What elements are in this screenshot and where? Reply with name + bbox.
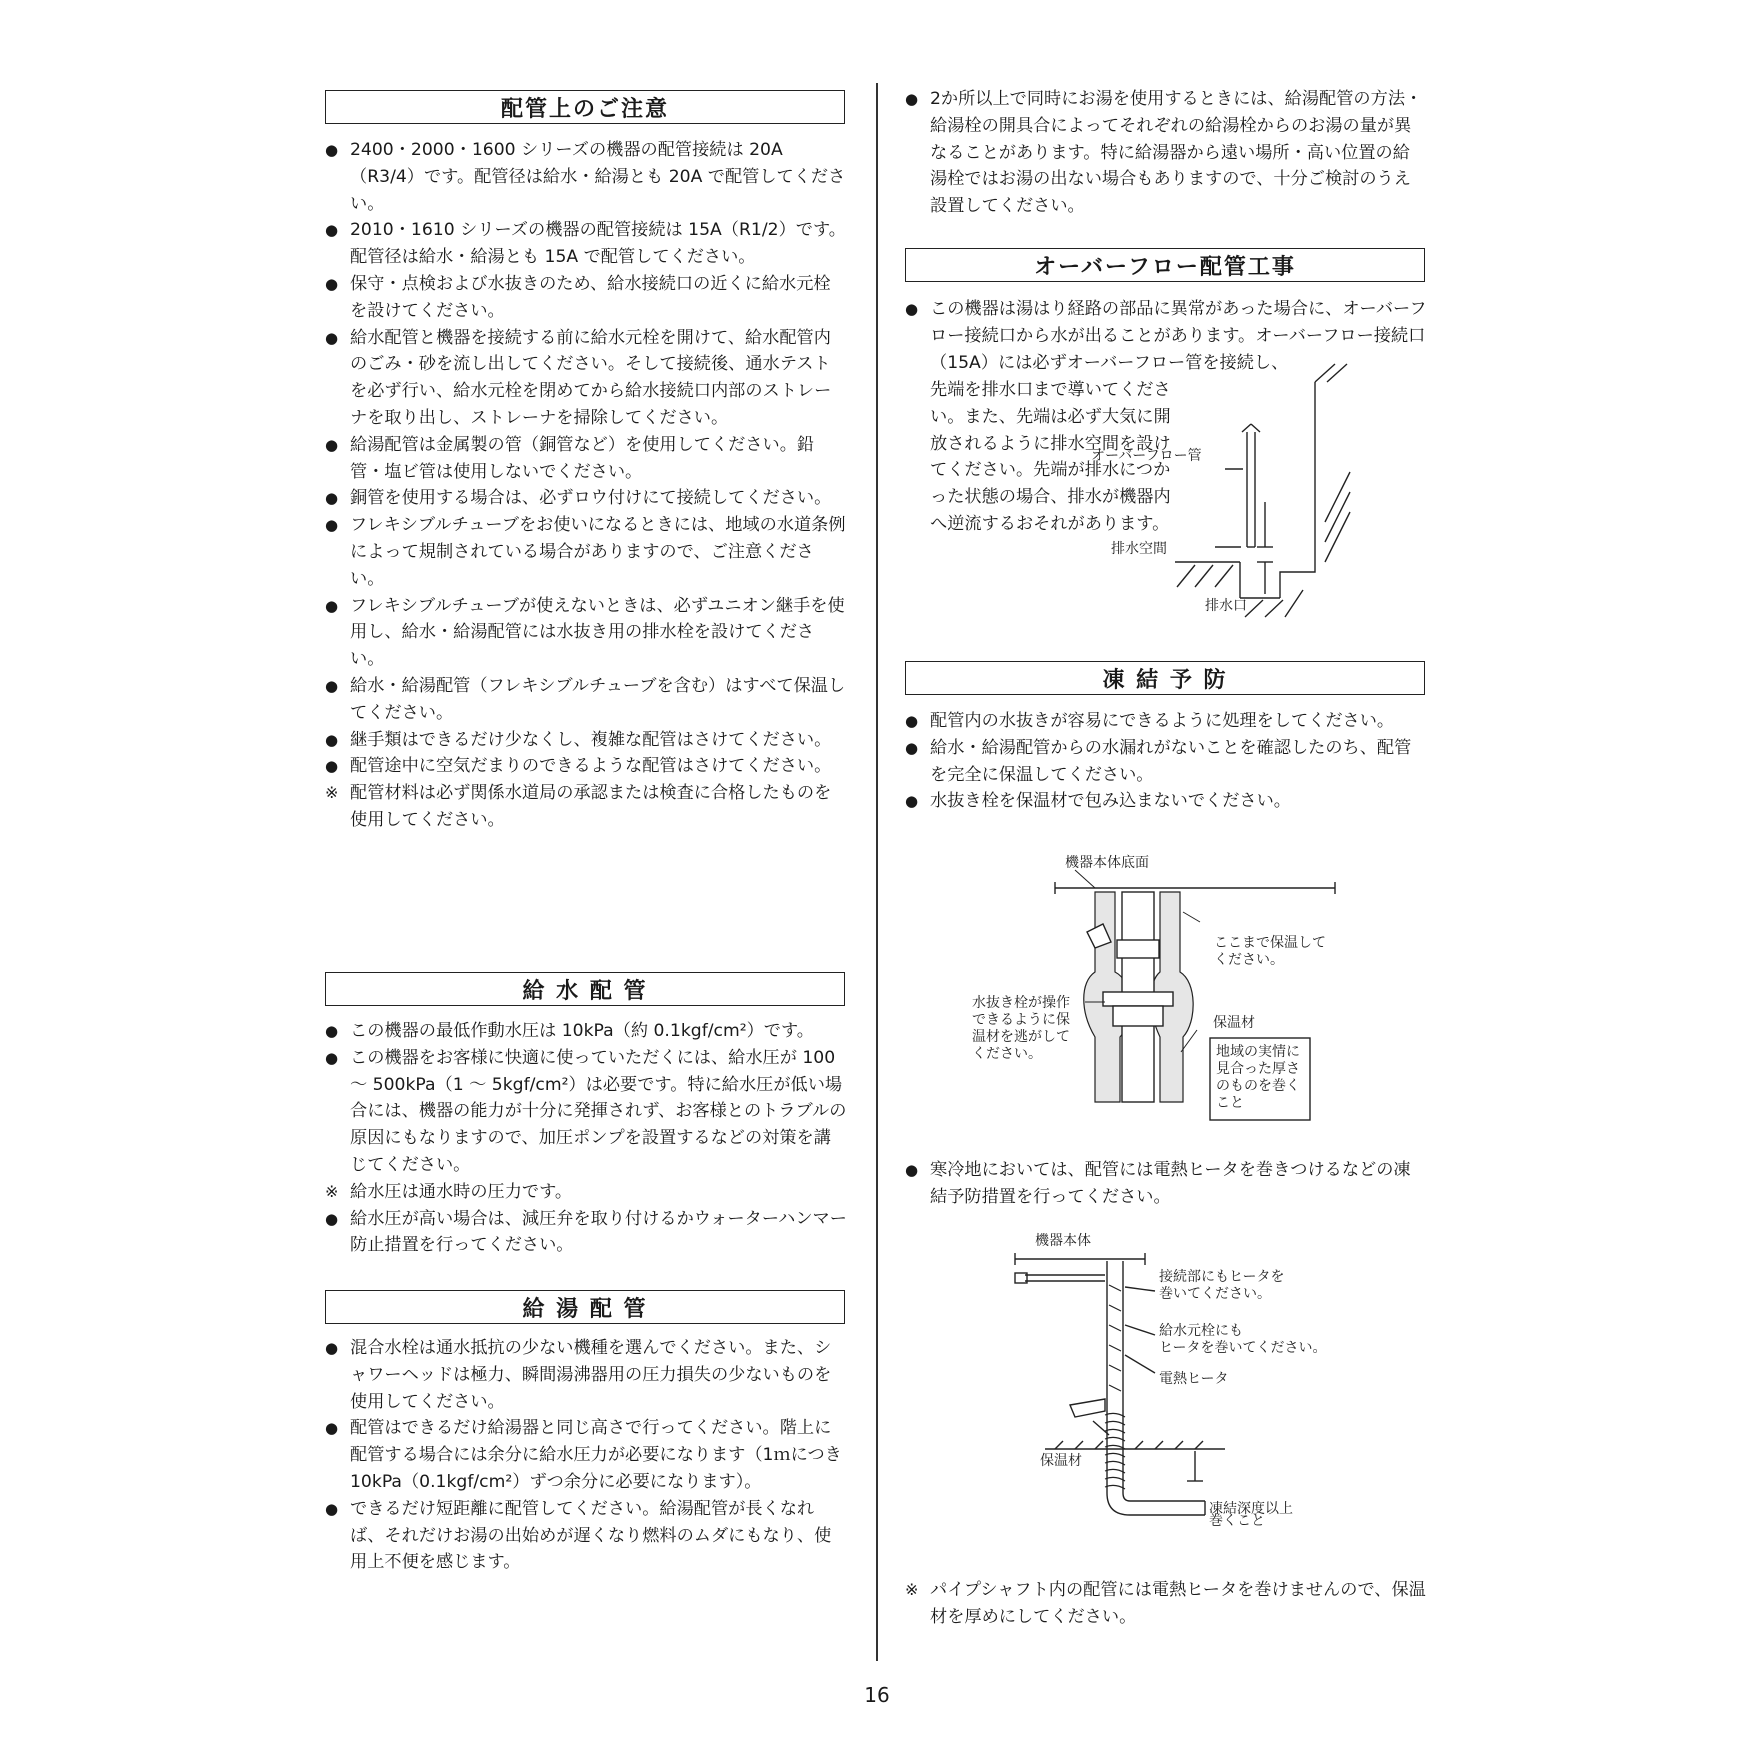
list-item: ● 保守・点検および水抜きのため、給水接続口の近くに給水元栓を設けてください。 [325, 271, 847, 325]
label-thickness-4: こと [1216, 1095, 1244, 1111]
section-title-overflow: オーバーフロー配管工事 [905, 248, 1425, 282]
label-insulate-up-to-1: ここまで保温して [1214, 935, 1326, 951]
label-frost-depth-2: 巻くこと [1209, 1513, 1265, 1529]
label-valve-heater-1: 給水元栓にも [1159, 1323, 1243, 1339]
label-thickness-3: のものを巻く [1216, 1078, 1300, 1094]
intro-list [905, 86, 1427, 220]
heater-diagram [1005, 1225, 1335, 1529]
section-title-water-supply: 給 水 配 管 [325, 972, 845, 1006]
label-insulation: 保温材 [1213, 1015, 1255, 1031]
section-title-piping-cautions: 配管上のご注意 [325, 90, 845, 124]
list-item: ● 水抜き栓を保温材で包み込まないでください。 [905, 788, 1427, 815]
list-item: ● 配管内の水抜きが容易にできるように処理をしてください。 [905, 708, 1427, 735]
label-heater-insulation: 保温材 [1040, 1453, 1082, 1469]
list-item: ● 給湯配管は金属製の管（銅管など）を使用してください。鉛管・塩ビ管は使用しないでください。 [325, 432, 847, 486]
column-divider [876, 83, 878, 1661]
list-item: ● 配管はできるだけ給湯器と同じ高さで行ってください。階上に配管する場合には余分に給水圧力が必要になります（1ｍにつき 10kPa（0.1kgf/cm²）ずつ余分に必要になります）。 [325, 1415, 847, 1495]
list-item: ● この機器は湯はり経路の部品に異常があった場合に、オーバーフロー接続口から水が出ることがあります。オーバーフロー接続口（15A）には必ずオーバーフロー管を接続し、 [905, 296, 1427, 376]
list-item: ● この機器の最低作動水圧は 10kPa（約 0.1kgf/cm²）です。 [325, 1018, 847, 1045]
note-item: ※ 給水圧は通水時の圧力です。 [325, 1179, 847, 1206]
label-unit-body: 機器本体 [1035, 1233, 1091, 1249]
list-item: ● 混合水栓は通水抵抗の少ない機種を選んでください。また、シャワーヘッドは極力、瞬間湯沸器用の圧力損失の少ないものを使用してください。 [325, 1335, 847, 1415]
list-item: ● フレキシブルチューブをお使いになるときには、地域の水道条例によって規制されている場合がありますので、ご注意ください。 [325, 512, 847, 592]
label-drain-space: 排水空間 [1111, 541, 1167, 557]
label-valve-heater-2: ヒータを巻いてください。 [1159, 1340, 1327, 1356]
label-drain-plug-3: 温材を逃がして [972, 1029, 1070, 1045]
label-thickness-1: 地域の実情に [1216, 1044, 1300, 1060]
list-item: ● 寒冷地においては、配管には電熱ヒータを巻きつけるなどの凍結予防措置を行ってください。 [905, 1157, 1427, 1211]
label-drain-port: 排水口 [1205, 598, 1247, 614]
label-joint-heater-1: 接続部にもヒータを [1159, 1269, 1285, 1285]
cold-region-list [905, 1157, 1427, 1211]
freeze-prevention-list [905, 708, 1427, 815]
page-number: 16 [864, 1683, 890, 1707]
label-joint-heater-2: 巻いてください。 [1159, 1286, 1271, 1302]
list-item: ● 配管途中に空気だまりのできるような配管はさけてください。 [325, 753, 847, 780]
list-item: ● フレキシブルチューブが使えないときは、必ずユニオン継手を使用し、給水・給湯配管には水抜き用の排水栓を設けてください。 [325, 593, 847, 673]
label-drain-plug-1: 水抜き栓が操作 [972, 995, 1070, 1011]
label-frost-depth-1: 凍結深度以上 [1209, 1501, 1293, 1517]
label-bottom-surface: 機器本体底面 [1065, 855, 1149, 871]
note-item: ※ 配管材料は必ず関係水道局の承認または検査に合格したものを使用してください。 [325, 780, 847, 834]
list-item: ● 2400・2000・1600 シリーズの機器の配管接続は 20A（R3/4）です。配管径は給水・給湯とも 20A で配管してください。 [325, 137, 847, 217]
label-drain-plug-2: できるように保 [972, 1012, 1070, 1028]
list-item: ● 銅管を使用する場合は、必ずロウ付けにて接続してください。 [325, 485, 847, 512]
label-thickness-2: 見合った厚さ [1216, 1061, 1300, 1077]
section-title-hot-water: 給 湯 配 管 [325, 1290, 845, 1324]
list-item: ● 2010・1610 シリーズの機器の配管接続は 15A（R1/2）です。配管径は給水・給湯とも 15A で配管してください。 [325, 217, 847, 271]
overflow-diagram [1091, 372, 1345, 617]
label-overflow-pipe: オーバーフロー管 [1091, 448, 1202, 464]
hot-water-list [325, 1335, 847, 1576]
overflow-list [905, 296, 1427, 376]
list-item: ● この機器をお客様に快適に使っていただくには、給水圧が 100 ～ 500kPa（1 ～ 5kgf/cm²）は必要です。特に給水圧が低い場合には、機器の能力が十分に発揮されず、お客様とのトラブルの原因にもなりますので、加圧ポンプを設置するなどの対策を講じてください。 [325, 1045, 847, 1179]
insulation-diagram [972, 852, 1365, 1122]
list-item: ● 継手類はできるだけ少なくし、複雑な配管はさけてください。 [325, 727, 847, 754]
list-item: ● 給水圧が高い場合は、減圧弁を取り付けるかウォーターハンマー防止措置を行ってください。 [325, 1206, 847, 1260]
piping-cautions-list [325, 137, 847, 834]
list-item: ● できるだけ短距離に配管してください。給湯配管が長くなれば、それだけお湯の出始めが遅くなり燃料のムダにもなり、使用上不便を感じます。 [325, 1496, 847, 1576]
list-item: ● 2か所以上で同時にお湯を使用するときには、給湯配管の方法・給湯栓の開具合によってそれぞれの給湯栓からのお湯の量が異なることがあります。特に給湯器から遠い場所・高い位置の給湯栓ではお湯の出ない場合もありますので、十分ご検討のうえ設置してください。 [905, 86, 1427, 220]
pipe-shaft-note [905, 1577, 1427, 1631]
water-supply-list [325, 1018, 847, 1259]
list-item: ● 給水・給湯配管（フレキシブルチューブを含む）はすべて保温してください。 [325, 673, 847, 727]
list-item: ● 給水・給湯配管からの水漏れがないことを確認したのち、配管を完全に保温してください。 [905, 735, 1427, 789]
label-insulate-up-to-2: ください。 [1214, 952, 1284, 968]
overflow-text-narrow: 先端を排水口まで導いてください。また、先端は必ず大気に開放されるように排水空間を設けてください。先端が排水につかった状態の場合、排水が機器内へ逆流するおそれがあります。 [930, 380, 1171, 534]
label-drain-plug-4: ください。 [972, 1046, 1042, 1062]
list-item: ● 給水配管と機器を接続する前に給水元栓を開けて、給水配管内のごみ・砂を流し出してください。そして接続後、通水テストを必ず行い、給水元栓を閉めてから給水接続口内部のストレーナを取り出し、ストレーナを掃除してください。 [325, 325, 847, 432]
note-item: ※ パイプシャフト内の配管には電熱ヒータを巻けませんので、保温材を厚めにしてください。 [905, 1577, 1427, 1631]
section-title-freeze-prevention: 凍 結 予 防 [905, 661, 1425, 695]
label-electric-heater: 電熱ヒータ [1159, 1371, 1229, 1387]
